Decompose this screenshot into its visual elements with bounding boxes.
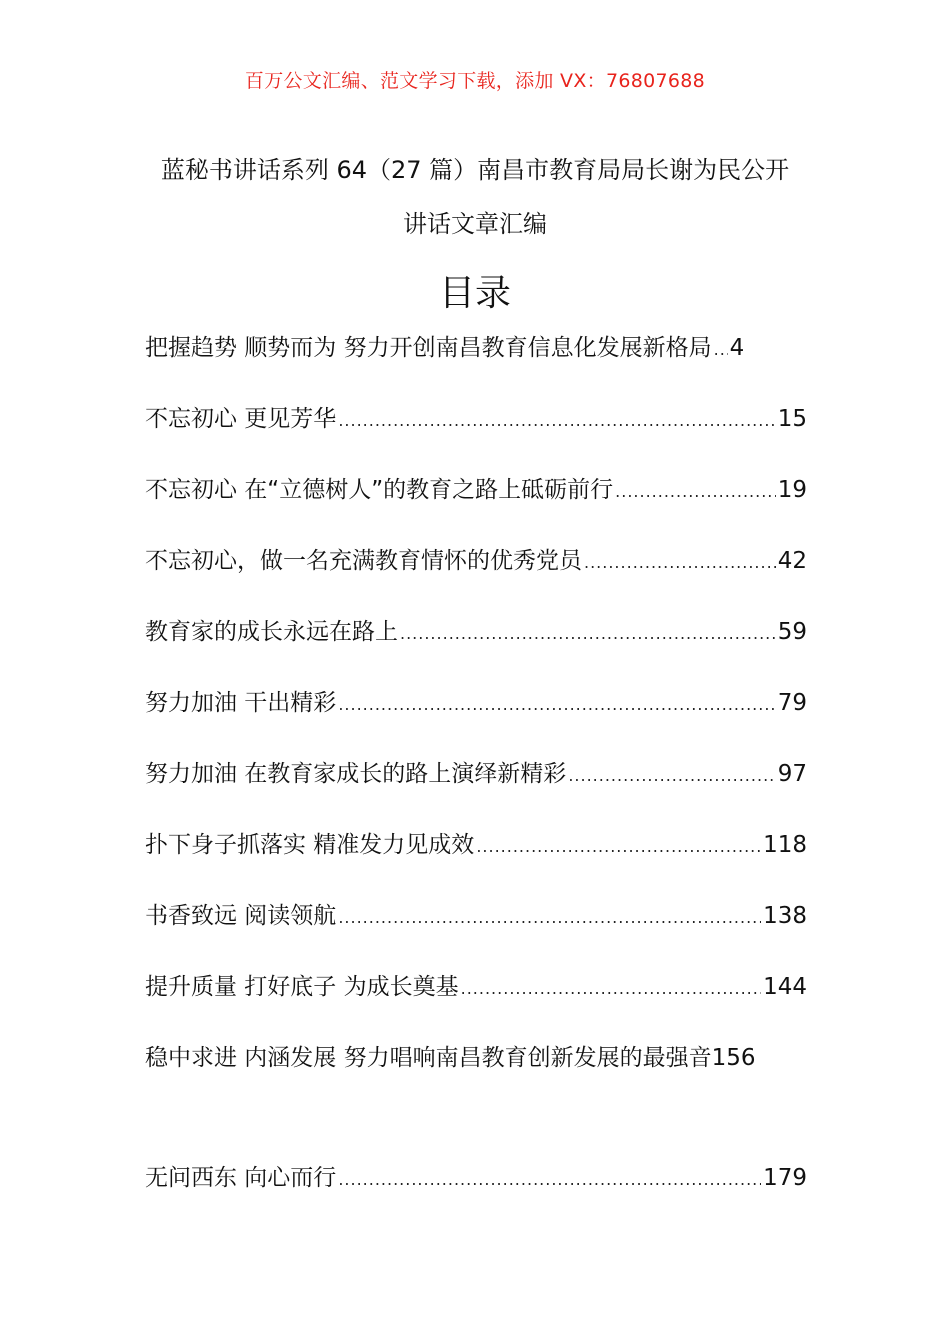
toc-entry-page: 15 (777, 406, 807, 432)
toc-entry-title: 不忘初心，做一名充满教育情怀的优秀党员 (145, 548, 582, 574)
toc-leader-dots (584, 543, 776, 583)
toc-entry[interactable] (145, 541, 807, 612)
toc-entry-page: 19 (777, 477, 807, 503)
toc-entry-title: 把握趋势 顺势而为 努力开创南昌教育信息化发展新格局 (145, 335, 712, 361)
document-title-line-1: 蓝秘书讲话系列 64（27 篇）南昌市教育局局长谢为民公开 (160, 156, 790, 184)
table-of-contents (145, 328, 807, 1229)
toc-entry-page: 156 (711, 1045, 756, 1071)
header-note: 百万公文汇编、范文学习下载，添加 VX：76807688 (244, 70, 706, 92)
toc-leader-dots (476, 827, 761, 867)
toc-entry-title-wrapped (145, 1030, 807, 1087)
toc-entry[interactable] (145, 896, 807, 967)
toc-entry[interactable] (145, 825, 807, 896)
toc-leader-dots (400, 614, 776, 654)
toc-leader-dots (714, 330, 728, 370)
toc-entry-title: 教育家的成长永远在路上 (145, 619, 398, 645)
toc-entry[interactable] (145, 754, 807, 825)
toc-entry-title: 书香致远 阅读领航 (145, 903, 337, 929)
toc-entry-page: 42 (777, 548, 807, 574)
toc-entry[interactable] (145, 1158, 807, 1229)
toc-leader-dots (568, 756, 775, 796)
toc-leader-dots (338, 898, 761, 938)
toc-entry-page: 138 (763, 903, 807, 929)
toc-entry-page: 59 (777, 619, 807, 645)
toc-entry[interactable] (145, 470, 807, 541)
toc-entry[interactable] (145, 399, 807, 470)
toc-leader-dots (615, 472, 776, 512)
toc-entry[interactable] (145, 328, 807, 399)
toc-entry[interactable] (145, 683, 807, 754)
document-title-line-2: 讲话文章汇编 (403, 210, 547, 238)
toc-entry-page: 118 (763, 832, 807, 858)
toc-entry-page: 97 (777, 761, 807, 787)
toc-entry[interactable] (145, 967, 807, 1038)
toc-entry-page: 144 (763, 974, 807, 1000)
toc-entry-page: 179 (763, 1165, 807, 1191)
toc-entry-title: 不忘初心 在“立德树人”的教育之路上砥砺前行 (145, 477, 614, 503)
toc-entry[interactable] (145, 612, 807, 683)
toc-entry-title: 努力加油 干出精彩 (145, 690, 337, 716)
toc-heading: 目录 (438, 273, 511, 314)
toc-entry-title: 不忘初心 更见芳华 (145, 406, 337, 432)
toc-entry-title: 稳中求进 内涵发展 努力唱响南昌教育创新发展的最强音 (145, 1045, 712, 1071)
toc-entry-title: 努力加油 在教育家成长的路上演绎新精彩 (145, 761, 567, 787)
toc-entry-title: 提升质量 打好底子 为成长奠基 (145, 974, 459, 1000)
toc-leader-dots (338, 401, 775, 441)
toc-entry-page: 79 (777, 690, 807, 716)
toc-leader-dots (338, 685, 775, 725)
toc-entry-title: 扑下身子抓落实 精准发力见成效 (145, 832, 475, 858)
toc-leader-dots (338, 1160, 761, 1200)
toc-leader-dots (461, 969, 761, 1009)
toc-entry[interactable] (145, 1030, 807, 1158)
toc-entry-title: 无问西东 向心而行 (145, 1165, 337, 1191)
toc-entry-page: 4 (729, 335, 745, 361)
